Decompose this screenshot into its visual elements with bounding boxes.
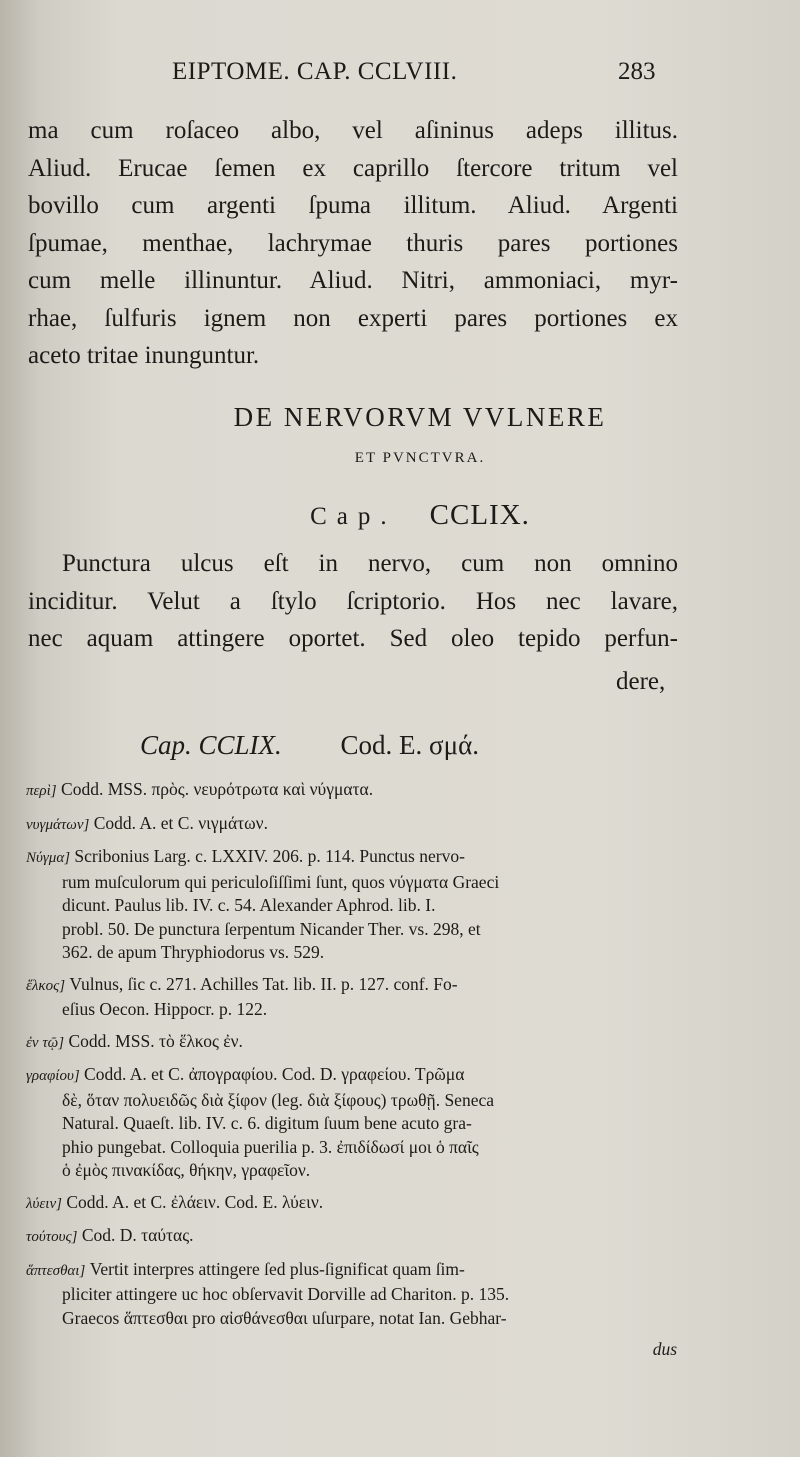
- note-lemma: γραφίου]: [26, 1068, 80, 1084]
- text-line: cum melle illinuntur. Aliud. Nitri, ammoniaci, myr-: [28, 267, 678, 294]
- chapter-number: CCLIX.: [429, 499, 530, 531]
- text-line: aceto tritae inunguntur.: [28, 342, 260, 369]
- chapter-cap: Cap.: [310, 503, 397, 530]
- footnote: [26, 778, 681, 804]
- text-line: ſpumae, menthae, lachrymae thuris pares portiones: [28, 229, 678, 257]
- footnote: [26, 973, 681, 1022]
- note-text: Codd. MSS. πρὸς. νευρότρωτα καὶ νύγματα.: [61, 779, 374, 799]
- chapter-heading: [0, 499, 800, 532]
- note-lemma: ἕλκος]: [26, 977, 66, 994]
- footnote: [26, 1030, 681, 1056]
- note-text: Vertit interpres attingere ſed plus-ſignificat quam ſim-: [89, 1258, 465, 1279]
- page-header: [0, 58, 800, 94]
- note-text: Codd. A. et C. νιγμάτων.: [93, 812, 268, 833]
- section-title: DE NERVORVM VVLNERE: [233, 402, 607, 432]
- page-number: 283: [618, 58, 656, 85]
- footnote: [26, 1063, 681, 1183]
- note-text: Vulnus, ſic c. 271. Achilles Tat. lib. II. p. 127. conf. Fo-: [69, 973, 458, 994]
- text-line: rhae, ſulfuris ignem non experti pares portiones ex: [28, 304, 678, 332]
- note-lemma: ἐν τῷ]: [26, 1034, 65, 1051]
- notes-header-cod: Cod. E. σμά.: [340, 730, 479, 760]
- section-subtitle: ET PVNCTVRA.: [354, 450, 486, 466]
- text-line: Aliud. Erucae ſemen ex caprillo ſtercore tritum vel: [28, 154, 678, 182]
- footnote: [26, 1258, 681, 1331]
- note-lemma: λύειν]: [26, 1195, 62, 1212]
- note-continuation: 362. de apum Thryphiodorus vs. 529.: [62, 942, 325, 962]
- bottom-catchword: dus: [652, 1339, 677, 1359]
- text-line: Punctura ulcus eſt in nervo, cum non omnino: [62, 550, 678, 577]
- note-lemma: ἅπτεσθαι]: [26, 1262, 86, 1279]
- note-text: Codd. A. et C. ἀπογραφίου. Cod. D. γραφείου. Τρῶμα: [84, 1064, 465, 1084]
- note-continuation: pliciter attingere uc hoc obſervavit Dorville ad Chariton. p. 135.: [62, 1284, 510, 1304]
- note-text: Scribonius Larg. c. LXXIV. 206. p. 114. Punctus nervo-: [74, 846, 465, 866]
- notes-header-cap: Cap. CCLIX.: [140, 730, 282, 760]
- note-lemma: νυγμάτων]: [26, 816, 90, 833]
- note-text: Codd. MSS. τὸ ἕλκος ἐν.: [68, 1030, 243, 1051]
- note-continuation: ὁ ἐμὸς πινακίδας, θήκην, γραφεῖον.: [62, 1160, 311, 1180]
- note-text: Cod. D. ταύτας.: [81, 1225, 194, 1245]
- note-text: Codd. A. et C. ἐλάειν. Cod. E. λύειν.: [66, 1191, 324, 1212]
- catchword: dere,: [616, 668, 666, 695]
- note-continuation: dicunt. Paulus lib. IV. c. 54. Alexander Aphrod. lib. I.: [62, 895, 436, 915]
- footnote: [26, 845, 681, 965]
- paragraph-1: [28, 112, 678, 375]
- note-continuation: rum muſculorum qui periculoſiſſimi ſunt, quos νύγματα Graeci: [62, 871, 500, 892]
- note-continuation: phio pungebat. Colloquia puerilia p. 3. ἐπιδίδωσί μοι ὁ παῖς: [62, 1136, 479, 1157]
- footnotes: [26, 778, 681, 1362]
- footnote: [26, 1191, 681, 1217]
- note-continuation: Graecos ἅπτεσθαι pro αἰσθάνεσθαι uſurpare, notat Ian. Gebhar-: [62, 1307, 507, 1328]
- note-lemma: Νύγμα]: [26, 850, 71, 866]
- text-line: nec aquam attingere oportet. Sed oleo tepido perfun-: [28, 625, 678, 652]
- note-lemma: περὶ]: [26, 783, 57, 799]
- text-line: inciditur. Velut a ſtylo ſcriptorio. Hos nec lavare,: [28, 587, 678, 615]
- note-continuation: Natural. Quaeſt. lib. IV. c. 6. digitum ſuum bene acuto gra-: [62, 1113, 472, 1133]
- footnote: [26, 1224, 681, 1250]
- text-line: bovillo cum argenti ſpuma illitum. Aliud. Argenti: [28, 192, 678, 219]
- notes-header: [140, 730, 479, 761]
- note-lemma: τούτους]: [26, 1229, 78, 1245]
- running-head: EIPTOME. CAP. CCLVIII.: [172, 58, 458, 85]
- note-continuation: probl. 50. De punctura ſerpentum Nicander Ther. vs. 298, et: [62, 918, 481, 939]
- note-continuation: δὲ, ὅταν πολυειδῶς διὰ ξίφον (leg. διὰ ξίφους) τρωθῇ. Seneca: [62, 1089, 495, 1110]
- text-line: ma cum roſaceo albo, vel aſininus adeps illitus.: [28, 117, 678, 144]
- paragraph-2: [28, 545, 678, 658]
- note-continuation: eſius Oecon. Hippocr. p. 122.: [62, 999, 268, 1019]
- footnote: [26, 812, 681, 838]
